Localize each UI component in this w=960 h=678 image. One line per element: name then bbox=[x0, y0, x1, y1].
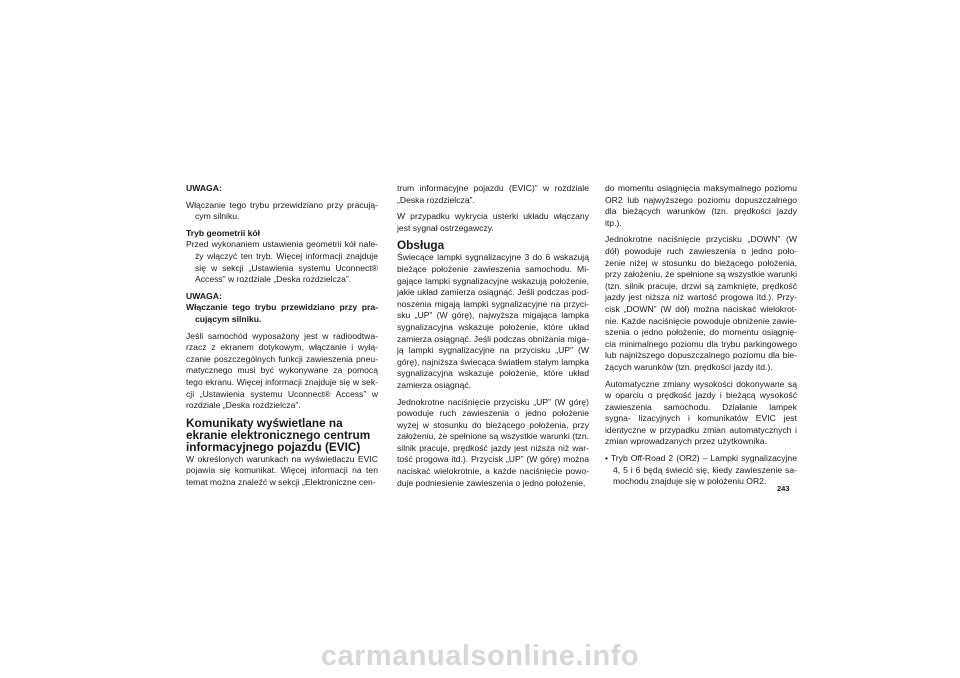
down-button-text: Jednokrotne naciśnięcie przycisku „DOWN” (W dół) powoduje ruch zawieszenia o jedno poło- żenie niżej w stosunku do bieżącego położenia, przy założeniu, że spełnione są wszystkie warunki (tzn. silnik pracuje, drzwi są zamknięte, prędkość jazdy jest niższa niż wartość progowa itd.). Przy- cisk „DOWN” (W dół) można naciskać wielokrot- nie. Każde naciśnięcie powoduje obniżenie zawie- szenia o jedno położenie, do momentu osiągnię- cia minimalnego poziomu dla trybu parkingowego lub najniższego dopuszczalnego poziomu dla bie- żących warunków (tzn. prędkości jazdy itd.). bbox=[605, 234, 797, 372]
warning-bold-text: Włączanie tego trybu przewidziano przy pra- cującym silniku. bbox=[186, 302, 378, 324]
radio-touchscreen-text: Jeśli samochód wyposażony jest w radioodtwa- rzacz z ekranem dotykowym, włączanie i wyłą- czanie poszczególnych funkcji zawieszenia pneu- matycznego musi być wykonywane za pomocą tego ekranu. Więcej informacji znajduje się w sek- cji „Ustawienia systemu Uconnect® Access” w rozdziale „Deska rozdzielcza”. bbox=[186, 330, 378, 411]
up-button-text: Jednokrotne naciśnięcie przycisku „UP” (W górę) powoduje ruch zawieszenia o jedno położenie wyżej w stosunku do bieżącego położenia, przy założeniu, że spełnione są wszystkie warunki (tzn. silnik pracuje, prędkość jazdy jest niższa niż war- tość progowa itd.). Przycisk „UP” (W górę) można naciskać wielokrotnie, a każde naciśnięcie powo- duje podniesienie zawieszenia o jedno położenie, bbox=[397, 396, 589, 488]
list-item-or2: • Tryb Off-Road 2 (OR2) – Lampki sygnalizacyjne 4, 5 i 6 będą świecić się, kiedy zawieszenie sa- mochodu znajduje się w położeniu OR2. bbox=[605, 453, 797, 487]
indicator-lamps-text: Świecące lampki sygnalizacyjne 3 do 6 wskazują bieżące położenie zawieszenia samochodu. Mi- gające lampki sygnalizacyjne wskazują położenie, jakie układ zamierza osiągnąć. Jeśli podczas pod- noszenia migają lampki sygnalizacyjne na przyci- sku „UP” (W górę), najwyższa migająca lampka sygnalizacyjna wskazuje położenie, które układ zamierza osiągnąć. Jeśli podczas obniżania miga- ją lampki sygnalizacyjne na przycisku „UP” (W górę), najniższa świecąca światłem stałym lampka sygnalizacyjna wskazuje położenie, które układ zamierza osiągnąć. bbox=[397, 252, 589, 390]
warning-title: UWAGA: bbox=[186, 183, 222, 193]
column-middle bbox=[397, 183, 589, 494]
subheading-wheel-alignment: Tryb geometrii kół bbox=[186, 227, 261, 238]
section-heading-operation: Obsługa bbox=[397, 238, 445, 253]
watermark: carmanualsonline.info bbox=[320, 640, 640, 672]
warning-title: UWAGA: bbox=[186, 290, 222, 301]
automatic-changes-text: Automatyczne zmiany wysokości dokonywane są w oparciu o prędkość jazdy i bieżącą wysokość zawieszenia samochodu. Działanie lampek sygna- lizacyjnych i komunikatów EVIC jest identyczne w przypadku zmian automatycznych i zmian wprowadzanych przez użytkownika. bbox=[605, 378, 797, 447]
column-left bbox=[186, 183, 378, 493]
column-right bbox=[605, 183, 797, 493]
evic-continued-text: trum informacyjne pojazdu (EVIC)” w rozdziale „Deska rozdzielcza”. bbox=[397, 183, 589, 205]
section-heading-evic: Komunikaty wyświetlane na ekranie elektronicznego centrum informacyjnego pojazdu (EVIC) bbox=[186, 415, 371, 454]
fault-warning-text: W przypadku wykrycia usterki układu włączany jest sygnał ostrzegawczy. bbox=[397, 211, 589, 233]
page-number: 243 bbox=[777, 484, 790, 493]
up-continued-text: do momentu osiągnięcia maksymalnego poziomu OR2 lub najwyższego poziomu dopuszczalnego dla bieżących warunków (tzn. prędkości jazdy itp.). bbox=[605, 183, 797, 228]
warning-text: Włączanie tego trybu przewidziano przy pracują- cym silniku. bbox=[186, 199, 378, 222]
wheel-alignment-text: Przed wykonaniem ustawienia geometrii kół nale- ży włączyć ten tryb. Więcej informacji znajduje się w sekcji „Ustawienia systemu Uconnect® Access” w rozdziale „Deska rozdzielcza”. bbox=[186, 239, 378, 285]
evic-text: W określonych warunkach na wyświetlaczu EVIC pojawia się komunikat. Więcej informacji na ten temat można znaleźć w sekcji „Elektroniczne cen- bbox=[186, 453, 378, 487]
